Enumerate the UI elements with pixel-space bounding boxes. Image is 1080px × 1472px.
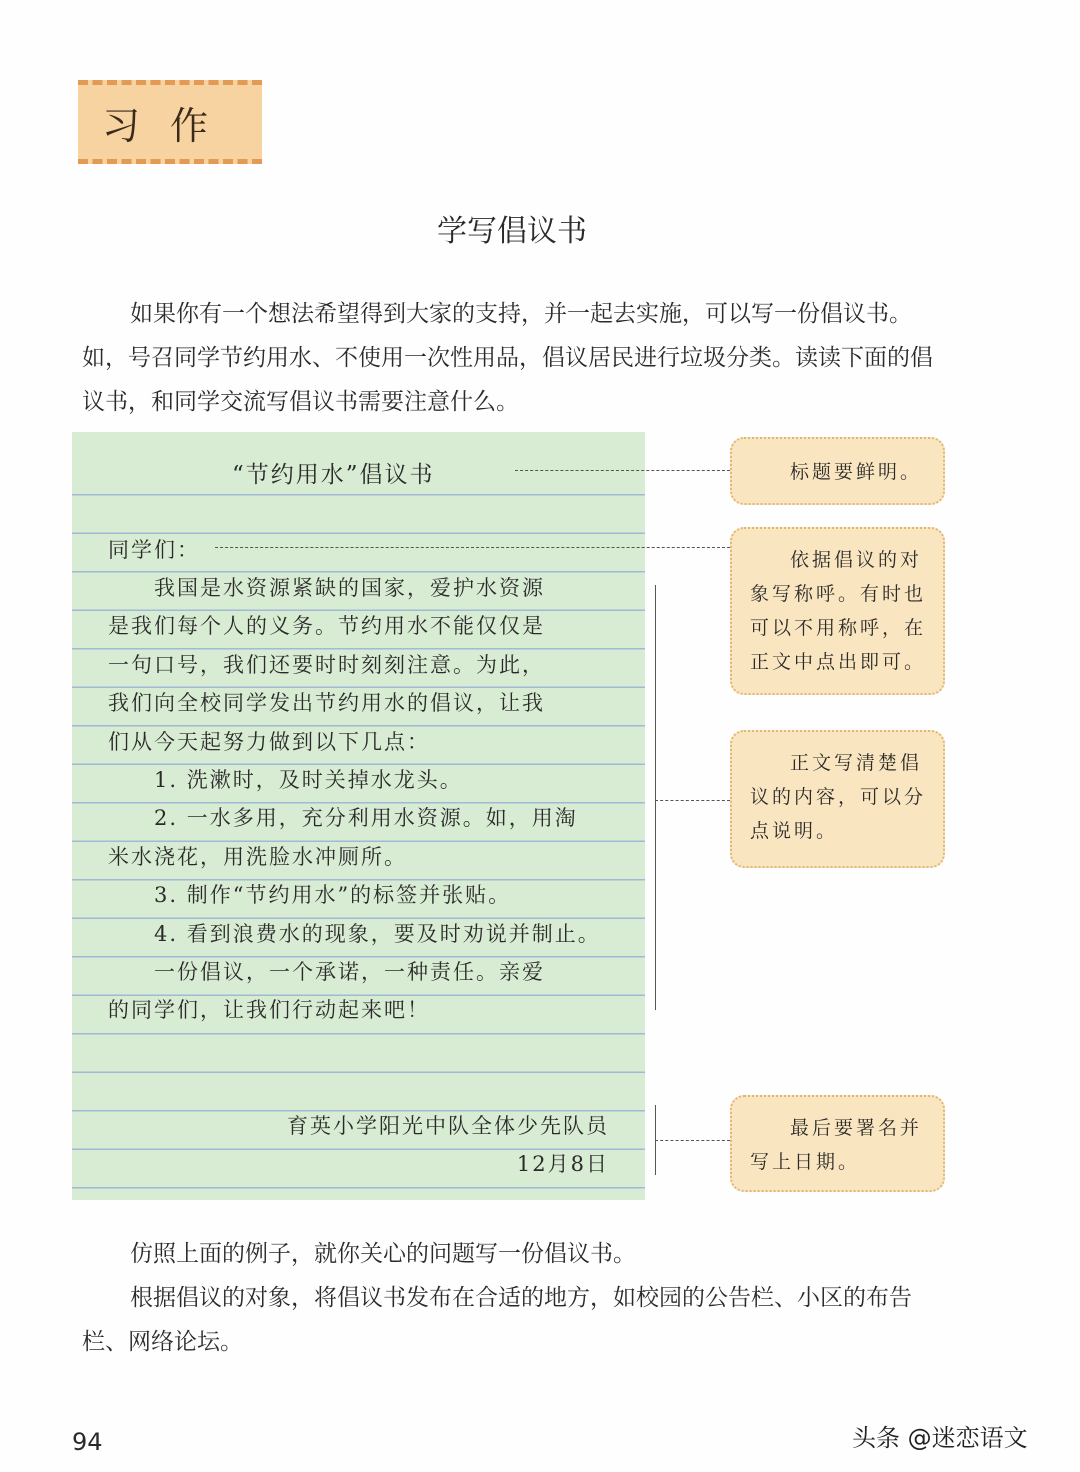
connector-line	[515, 470, 730, 471]
page-number: 94	[72, 1428, 103, 1456]
footer-paragraph: 仿照上面的例子，就你关心的问题写一份倡议书。	[130, 1241, 636, 1267]
footer-instructions	[82, 1232, 952, 1364]
letter-line: 2. 一水多用，充分利用水资源。如，用淘	[108, 806, 578, 830]
letter-line: 我国是水资源紧缺的国家，爱护水资源	[108, 576, 545, 600]
letter-line: 们从今天起努力做到以下几点：	[108, 730, 430, 754]
letter-line: 一份倡议，一个承诺，一种责任。亲爱	[108, 960, 545, 984]
footer-paragraph: 根据倡议的对象，将倡议书发布在合适的地方，如校园的公告栏、小区的布告栏、网络论坛。	[82, 1285, 912, 1355]
letter-line: 是我们每个人的义务。节约用水不能仅仅是	[108, 614, 545, 638]
letter-date: 12月8日	[516, 1152, 609, 1176]
letter-line: 1. 洗漱时，及时关掉水龙头。	[108, 768, 463, 792]
letter-title: “节约用水”倡议书	[232, 462, 435, 488]
letter-signature: 育英小学阳光中队全体少先队员	[287, 1114, 609, 1138]
note-greeting: 依据倡议的对象写称呼。有时也可以不用称呼，在正文中点出即可。	[730, 527, 945, 695]
letter-line: 4. 看到浪费水的现象，要及时劝说并制止。	[108, 922, 601, 946]
letter-line: 一句口号，我们还要时时刻刻注意。为此，	[108, 653, 545, 677]
letter-greeting: 同学们：	[108, 538, 200, 562]
letter-line: 米水浇花，用洗脸水冲厕所。	[108, 845, 407, 869]
letter-line: 的同学们，让我们行动起来吧！	[108, 998, 430, 1022]
note-title: 标题要鲜明。	[730, 437, 945, 505]
note-body: 正文写清楚倡议的内容，可以分点说明。	[730, 730, 945, 868]
connector-line	[655, 800, 730, 801]
section-badge: 习作	[78, 80, 262, 164]
page-title: 学写倡议书	[437, 214, 587, 249]
connector-line	[655, 1140, 730, 1141]
connector-line	[215, 547, 730, 548]
letter-line: 3. 制作“节约用水”的标签并张贴。	[108, 883, 512, 907]
letter-line: 我们向全校同学发出节约用水的倡议，让我	[108, 691, 545, 715]
note-signature: 最后要署名并写上日期。	[730, 1095, 945, 1192]
bracket-line	[655, 585, 656, 1010]
watermark: 头条 @迷恋语文	[852, 1424, 1028, 1452]
intro-paragraph: 如果你有一个想法希望得到大家的支持，并一起去实施，可以写一份倡议书。如，号召同学节约用水、不使用一次性用品，倡议居民进行垃圾分类。读读下面的倡议书，和同学交流写倡议书需要注意什么。	[82, 301, 933, 415]
